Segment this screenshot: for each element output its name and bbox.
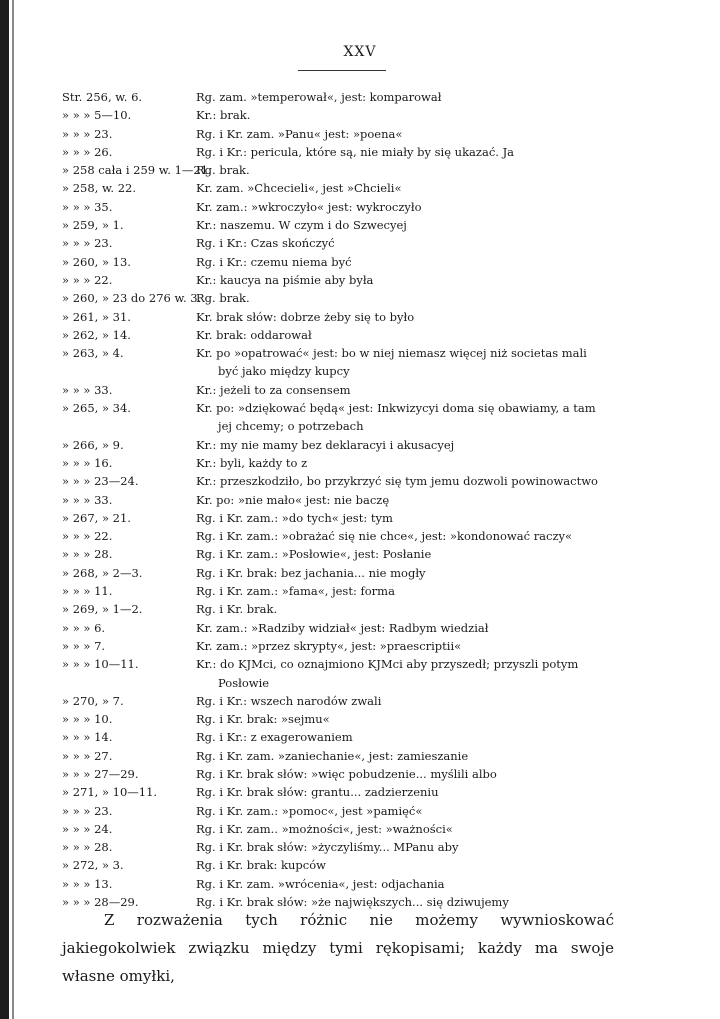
errata-location: » 263, » 4. <box>62 346 124 361</box>
errata-text-line: Kr. zam.: »przez skrypty«, jest: »praescriptii« <box>196 638 462 653</box>
errata-text <box>196 856 696 874</box>
errata-text <box>196 216 696 234</box>
errata-location: » 260, » 13. <box>62 254 131 269</box>
errata-row <box>0 289 720 307</box>
errata-text-line: Rg. i Kr.: z exagerowaniem <box>196 730 353 745</box>
errata-text <box>196 344 696 381</box>
errata-location: » » » 28. <box>62 547 113 562</box>
errata-location: » 258, w. 22. <box>62 181 137 196</box>
errata-text <box>196 326 696 344</box>
errata-row <box>0 399 720 436</box>
errata-location: » » » 28—29. <box>62 895 139 910</box>
errata-text-line: Kr. zam. »Chcecieli«, jest »Chcieli« <box>196 181 402 196</box>
errata-row <box>0 381 720 399</box>
errata-text <box>196 198 696 216</box>
errata-text-line: Rg. i Kr. brak słów: »życzyliśmy... MPanu aby <box>196 840 459 855</box>
errata-text-line: Rg. zam. »temperował«, jest: komparował <box>196 90 442 104</box>
errata-text-line: Rg. i Kr. zam. »zaniechanie«, jest: zamieszanie <box>196 748 469 763</box>
errata-location: » » » 23. <box>62 236 113 251</box>
errata-text-line: Rg. i Kr. zam.. »możności«, jest: »ważności« <box>196 821 453 836</box>
errata-row <box>0 308 720 326</box>
errata-text <box>196 88 696 106</box>
errata-text <box>196 765 696 783</box>
errata-row <box>0 234 720 252</box>
page-number: XXV <box>343 44 377 60</box>
errata-text-line: Rg. i Kr. zam.: »fama«, jest: forma <box>196 584 395 599</box>
errata-location: » 262, » 14. <box>62 327 131 342</box>
errata-row <box>0 655 720 692</box>
errata-text <box>196 491 696 509</box>
errata-location: » » » 35. <box>62 199 113 214</box>
errata-location: » 270, » 7. <box>62 693 124 708</box>
errata-text <box>196 253 696 271</box>
errata-row <box>0 527 720 545</box>
errata-text-continuation: Posłowie <box>218 675 270 690</box>
errata-text <box>196 106 696 124</box>
errata-text <box>196 564 696 582</box>
errata-text <box>196 527 696 545</box>
errata-row <box>0 472 720 490</box>
errata-location: » 272, » 3. <box>62 858 124 873</box>
errata-text <box>196 710 696 728</box>
errata-text-line: Rg. i Kr.: Czas skończyć <box>196 236 335 251</box>
errata-text <box>196 692 696 710</box>
errata-text <box>196 143 696 161</box>
errata-text-line: Rg. i Kr. brak: bez jachania... nie mogły <box>196 565 426 580</box>
errata-row <box>0 637 720 655</box>
errata-location: » » » 5—10. <box>62 108 132 123</box>
errata-location: » » » 22. <box>62 272 113 287</box>
errata-row <box>0 491 720 509</box>
errata-text-line: Kr.: brak. <box>196 108 251 123</box>
errata-text-line: Rg. i Kr. brak słów: grantu... zadzierzeniu <box>196 785 439 800</box>
errata-text <box>196 545 696 563</box>
errata-location: » » » 23. <box>62 126 113 141</box>
errata-text <box>196 271 696 289</box>
errata-row <box>0 802 720 820</box>
errata-row <box>0 564 720 582</box>
errata-row <box>0 253 720 271</box>
errata-text <box>196 234 696 252</box>
errata-row <box>0 545 720 563</box>
errata-text-line: Kr.: byli, każdy to z <box>196 455 308 470</box>
errata-text <box>196 179 696 197</box>
errata-text <box>196 399 696 436</box>
errata-row <box>0 765 720 783</box>
errata-location: » » » 10—11. <box>62 657 139 672</box>
errata-location: » » » 11. <box>62 584 113 599</box>
errata-text <box>196 582 696 600</box>
errata-text <box>196 125 696 143</box>
errata-text-line: Rg. brak. <box>196 163 250 178</box>
errata-text-line: Rg. brak. <box>196 291 250 306</box>
errata-text-line: Rg. i Kr. brak: »sejmu« <box>196 712 330 727</box>
errata-location: » » » 14. <box>62 730 113 745</box>
errata-row <box>0 271 720 289</box>
errata-text <box>196 655 696 692</box>
errata-row <box>0 88 720 106</box>
errata-text-line: Rg. i Kr. brak. <box>196 602 278 617</box>
errata-text-line: Rg. i Kr.: czemu niema być <box>196 254 352 269</box>
errata-location: » » » 28. <box>62 840 113 855</box>
errata-row <box>0 692 720 710</box>
errata-text <box>196 875 696 893</box>
errata-text-line: Rg. i Kr. brak słów: »że największych... się dziwujemy <box>196 895 509 910</box>
errata-text-continuation: jej chcemy; o potrzebach <box>218 419 364 434</box>
errata-location: » 259, » 1. <box>62 218 124 233</box>
errata-row <box>0 454 720 472</box>
errata-row <box>0 344 720 381</box>
errata-location: » » » 10. <box>62 712 113 727</box>
errata-text-line: Kr.: naszemu. W czym i do Szwecyej <box>196 218 407 233</box>
errata-text-line: Rg. i Kr. zam.: »Posłowie«, jest: Posłanie <box>196 547 432 562</box>
page-number-rule <box>298 70 386 71</box>
errata-text-line: Kr. po: »nie mało« jest: nie baczę <box>196 492 390 507</box>
errata-text-line: Kr.: kaucya na piśmie aby była <box>196 272 374 287</box>
errata-row <box>0 820 720 838</box>
errata-text <box>196 509 696 527</box>
errata-text-line: Kr. zam.: »wkroczyło« jest: wykroczyło <box>196 199 422 214</box>
errata-location: » 269, » 1—2. <box>62 602 143 617</box>
errata-text <box>196 783 696 801</box>
errata-text <box>196 436 696 454</box>
errata-location: » 271, » 10—11. <box>62 785 158 800</box>
errata-text-line: Rg. i Kr. zam. »Panu« jest: »poena« <box>196 126 403 141</box>
errata-location: » » » 22. <box>62 529 113 544</box>
errata-text-line: Rg. i Kr. zam.: »do tych« jest: tym <box>196 510 393 525</box>
errata-location: » » » 33. <box>62 382 113 397</box>
errata-location: » » » 23. <box>62 803 113 818</box>
closing-paragraph: Z rozważenia tych różnic nie możemy wywnioskować jakiegokolwiek związku między tymi rękopisami; każdy ma swoje własne omyłki, <box>62 911 614 985</box>
errata-text-line: Kr. brak słów: dobrze żeby się to było <box>196 309 415 324</box>
errata-row <box>0 838 720 856</box>
errata-text <box>196 838 696 856</box>
errata-location: » 258 cała i 259 w. 1—21. <box>62 163 212 178</box>
errata-row <box>0 600 720 618</box>
errata-row <box>0 143 720 161</box>
errata-text <box>196 161 696 179</box>
errata-location: » » » 7. <box>62 638 106 653</box>
errata-text-line: Kr.: do KJMci, co oznajmiono KJMci aby przyszedł; przyszli potym <box>196 657 579 672</box>
errata-text <box>196 728 696 746</box>
errata-location: » » » 27. <box>62 748 113 763</box>
errata-row <box>0 179 720 197</box>
errata-row <box>0 326 720 344</box>
errata-row <box>0 216 720 234</box>
errata-location: » 265, » 34. <box>62 401 131 416</box>
errata-location: » » » 33. <box>62 492 113 507</box>
errata-text <box>196 289 696 307</box>
errata-row <box>0 198 720 216</box>
errata-text-line: Kr.: my nie mamy bez deklaracyi i akusacyej <box>196 437 455 452</box>
errata-location: » » » 26. <box>62 144 113 159</box>
errata-row <box>0 783 720 801</box>
errata-location: » 260, » 23 do 276 w. 3. <box>62 291 202 306</box>
errata-text-line: Rg. i Kr.: pericula, które są, nie miały by się ukazać. Ja <box>196 144 515 159</box>
errata-location: » 268, » 2—3. <box>62 565 143 580</box>
errata-row <box>0 875 720 893</box>
errata-text-line: Kr. zam.: »Radziby widział« jest: Radbym wiedział <box>196 620 489 635</box>
errata-text-line: Kr. po »opatrować« jest: bo w niej niemasz więcej niż societas mali <box>196 346 587 361</box>
errata-text-line: Kr.: jeżeli to za consensem <box>196 382 351 397</box>
errata-text-line: Rg. i Kr. zam.: »obrażać się nie chce«, jest: »kondonować raczy« <box>196 529 573 544</box>
errata-text <box>196 472 696 490</box>
errata-text-line: Kr.: przeszkodziło, bo przykrzyć się tym jemu dozwoli powinowactwo <box>196 474 598 489</box>
errata-text-line: Kr. po: »dziękować będą« jest: Inkwizycyi doma się obawiamy, a tam <box>196 401 596 416</box>
errata-location: » » » 16. <box>62 455 113 470</box>
errata-row <box>0 161 720 179</box>
errata-location: » » » 27—29. <box>62 766 139 781</box>
errata-text-line: Rg. i Kr. brak słów: »więc pobudzenie... myślili albo <box>196 766 497 781</box>
errata-row <box>0 728 720 746</box>
errata-text <box>196 619 696 637</box>
errata-location: » 267, » 21. <box>62 510 131 525</box>
errata-row <box>0 856 720 874</box>
errata-text <box>196 802 696 820</box>
errata-row <box>0 509 720 527</box>
errata-location: » » » 24. <box>62 821 113 836</box>
errata-text-line: Rg. i Kr.: wszech narodów zwali <box>196 693 382 708</box>
errata-row <box>0 710 720 728</box>
errata-location: » 266, » 9. <box>62 437 124 452</box>
errata-text <box>196 637 696 655</box>
errata-row <box>0 582 720 600</box>
errata-text <box>196 820 696 838</box>
errata-row <box>0 436 720 454</box>
errata-text-line: Rg. i Kr. zam.: »pomoc«, jest »pamięć« <box>196 803 423 818</box>
errata-location: Str. 256, w. 6. <box>62 90 143 104</box>
errata-text <box>196 600 696 618</box>
errata-text <box>196 454 696 472</box>
errata-text-line: Rg. i Kr. brak: kupców <box>196 858 326 873</box>
errata-text-continuation: być jako między kupcy <box>218 364 350 379</box>
errata-location: » 261, » 31. <box>62 309 131 324</box>
errata-location: » » » 6. <box>62 620 106 635</box>
errata-text <box>196 747 696 765</box>
errata-text-line: Rg. i Kr. zam. »wrócenia«, jest: odjachania <box>196 876 445 891</box>
errata-text <box>196 308 696 326</box>
errata-location: » » » 13. <box>62 876 113 891</box>
errata-location: » » » 23—24. <box>62 474 139 489</box>
errata-row <box>0 619 720 637</box>
errata-row <box>0 747 720 765</box>
errata-row <box>0 106 720 124</box>
errata-row <box>0 125 720 143</box>
errata-text-line: Kr. brak: oddarował <box>196 327 312 342</box>
errata-text <box>196 381 696 399</box>
errata-list <box>0 88 720 911</box>
